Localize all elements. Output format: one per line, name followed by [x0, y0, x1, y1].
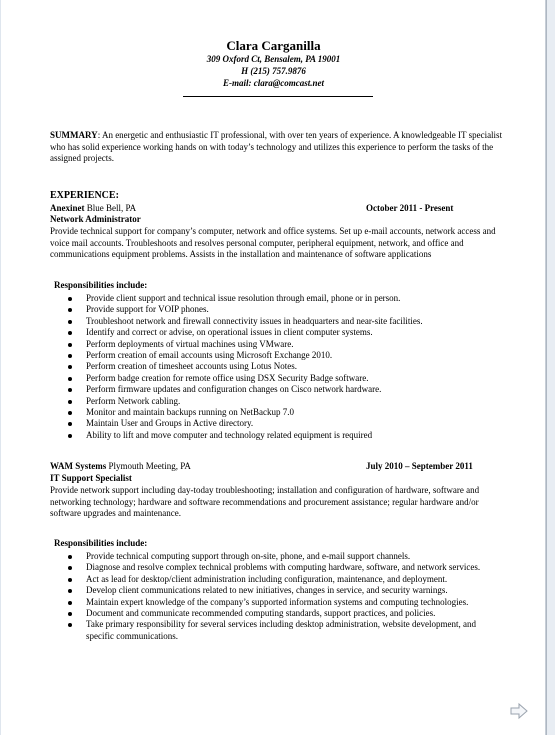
summary-text: : An energetic and enthusiastic IT professional, with over ten years of experience. A knowledgeable IT specialist who has solid experience working hands on with today’s technology and utilizes this experience to perform the tasks of the assigned projects.	[50, 130, 503, 163]
company-name: Anexinet	[50, 203, 85, 213]
job-description: Provide technical support for company’s computer, network and office systems. Set up e-mail accounts, network access and voice mail accounts. Troubleshoots and resolves personal computer, peripheral equipment, network, and office and communications equipment problems. Assists in the installation and maintenance of software applications	[50, 226, 496, 259]
address-line: 309 Oxford Ct, Bensalem, PA 19001	[206, 54, 341, 64]
list-item: Provide technical computing support through on-site, phone, and e-mail support channels.	[86, 551, 491, 562]
responsibilities-heading: Responsibilities include:	[54, 280, 148, 290]
list-item: Perform badge creation for remote office using DSX Security Badge software.	[86, 373, 491, 384]
responsibilities-list	[86, 293, 491, 441]
company-location: Plymouth Meeting, PA	[106, 461, 191, 471]
window-right-border	[546, 0, 555, 735]
responsibilities-heading: Responsibilities include:	[54, 538, 148, 548]
job-dates: July 2010 – September 2011	[366, 461, 473, 471]
phone-line: H (215) 757.9876	[241, 66, 306, 76]
list-item: Maintain User and Groups in Active directory.	[86, 418, 491, 429]
list-item: Perform Network cabling.	[86, 396, 491, 407]
company-name: WAM Systems	[50, 461, 107, 471]
summary-label: SUMMARY	[50, 130, 98, 140]
job-header	[50, 461, 510, 473]
list-item: Perform creation of timesheet accounts using Lotus Notes.	[86, 361, 491, 372]
list-item: Monitor and maintain backups running on NetBackup 7.0	[86, 407, 491, 418]
company-location: Blue Bell, PA	[84, 203, 137, 213]
resume-header	[1, 38, 546, 89]
email-line: E-mail: clara@comcast.net	[223, 78, 324, 88]
list-item: Identify and correct or advise, on operational issues in client computer systems.	[86, 327, 491, 338]
list-item: Ability to lift and move computer and technology related equipment is required	[86, 430, 491, 441]
list-item: Maintain expert knowledge of the company’s supported information systems and computing technologies.	[86, 597, 491, 608]
candidate-name: Clara Carganilla	[226, 38, 321, 53]
list-item: Perform creation of email accounts using Microsoft Exchange 2010.	[86, 350, 491, 361]
arrow-right-icon[interactable]	[509, 702, 529, 720]
list-item: Provide client support and technical issue resolution through email, phone or in person.	[86, 293, 491, 304]
document-page	[1, 0, 546, 735]
list-item: Troubleshoot network and firewall connectivity issues in headquarters and near-site facilities.	[86, 316, 491, 327]
list-item: Provide support for VOIP phones.	[86, 304, 491, 315]
list-item: Perform firmware updates and configuration changes on Cisco network hardware.	[86, 384, 491, 395]
list-item: Take primary responsibility for several services including desktop administration, website development, and specific communications.	[86, 619, 491, 642]
list-item: Document and communicate recommended computing standards, support practices, and policies.	[86, 608, 491, 619]
job-header	[50, 203, 510, 215]
experience-heading: EXPERIENCE:	[50, 190, 119, 201]
list-item: Develop client communications related to new initiatives, changes in service, and security warnings.	[86, 585, 491, 596]
list-item: Act as lead for desktop/client administration including configuration, maintenance, and deployment.	[86, 574, 491, 585]
job-dates: October 2011 - Present	[366, 203, 454, 213]
job-description: Provide network support including day-today troubleshooting; installation and configuration of hardware, software and networking technology; hardware and software recommendations and procurement assistance; regular hardware and/or software upgrades and maintenance.	[50, 485, 480, 518]
job-title: IT Support Specialist	[50, 473, 132, 483]
responsibilities-list	[86, 551, 491, 642]
job-title: Network Administrator	[50, 214, 141, 224]
list-item: Diagnose and resolve complex technical problems with computing hardware, software, and network services.	[86, 562, 491, 573]
summary-section	[50, 130, 510, 165]
list-item: Perform deployments of virtual machines using VMware.	[86, 339, 491, 350]
header-divider	[183, 96, 373, 97]
